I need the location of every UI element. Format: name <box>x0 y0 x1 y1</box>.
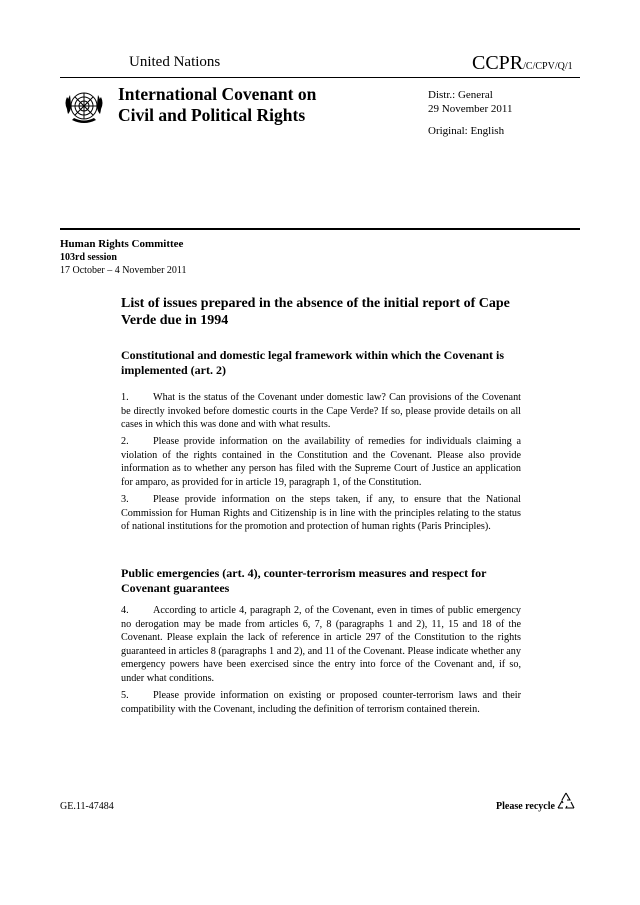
paragraph <box>121 689 521 716</box>
job-number: GE.11-47484 <box>60 801 114 812</box>
section-heading: Constitutional and domestic legal framework within which the Covenant is implemented (art. 2) <box>121 348 505 377</box>
paragraph-text: What is the status of the Covenant under domestic law? Can provisions of the Covenant be directly invoked before domestic courts in the Cape Verde? If so, please provide details on all cases in which this was done and with what results. <box>121 392 521 430</box>
covenant-title <box>118 84 408 126</box>
paragraph-text: Please provide information on the availability of remedies for individuals claiming a violation of the rights contained in the Constitution and the Covenant. Please also provide information as to whether any person has filed with the Supreme Court of Justice an application for amparo, as provided for in article 19, paragraph 1, of the Constitution. <box>121 436 521 488</box>
section-rule <box>60 228 580 230</box>
distribution-type: Distr.: General <box>428 89 493 101</box>
covenant-title-line1: International Covenant on <box>118 84 317 104</box>
original-language: Original: English <box>428 125 505 137</box>
session-number: 103rd session <box>60 252 117 263</box>
session-dates: 17 October – 4 November 2011 <box>60 265 187 276</box>
paragraph-text: According to article 4, paragraph 2, of the Covenant, even in times of public emergency no derogation may be made from articles 6, 7, 8 (paragraphs 1 and 2), 11, 15 and 18 of the Covenant. Please explain the lack of reference in article 297 of the Constitution to the rights guaranteed in articles 8 (paragraphs 1 and 2), and 11 of the Covenant. Please indicate whether any emergency powers have been exercised since the entry into force of the Covenant and, if so, under what conditions. <box>121 605 521 684</box>
committee-block <box>60 238 187 277</box>
covenant-title-line2: Civil and Political Rights <box>118 105 306 125</box>
distribution-date: 29 November 2011 <box>428 103 513 115</box>
paragraph <box>121 493 521 534</box>
paragraph <box>121 391 521 432</box>
paragraph <box>121 604 521 685</box>
paragraph-number: 3. <box>121 494 129 505</box>
recycle-icon <box>555 791 577 813</box>
paragraph <box>121 435 521 489</box>
paragraph-number: 1. <box>121 392 129 403</box>
recycle-label: Please recycle <box>496 801 555 812</box>
paragraph-text: Please provide information on the steps taken, if any, to ensure that the National Commission for Human Rights and Citizenship is in line with the principles relating to the status of national institutions for the promotion and protection of human rights (Paris Principles). <box>121 494 521 532</box>
distribution-block <box>428 88 513 138</box>
un-emblem-icon <box>62 84 106 128</box>
committee-name: Human Rights Committee <box>60 238 184 250</box>
paragraph-number: 5. <box>121 690 129 701</box>
paragraph-number: 2. <box>121 436 129 447</box>
paragraph-text: Please provide information on existing or proposed counter-terrorism laws and their compatibility with the Covenant, including the definition of terrorism contained therein. <box>121 690 521 715</box>
section-heading: Public emergencies (art. 4), counter-terrorism measures and respect for Covenant guarantees <box>121 566 487 595</box>
paragraph-number: 4. <box>121 605 129 616</box>
symbol-sub: /C/CPV/Q/1 <box>523 61 573 72</box>
symbol-main: CCPR <box>472 52 524 74</box>
organization-name: United Nations <box>129 54 221 70</box>
document-symbol <box>472 52 573 75</box>
header-rule <box>60 77 580 78</box>
document-title: List of issues prepared in the absence of the initial report of Cape Verde due in 1994 <box>121 296 510 328</box>
